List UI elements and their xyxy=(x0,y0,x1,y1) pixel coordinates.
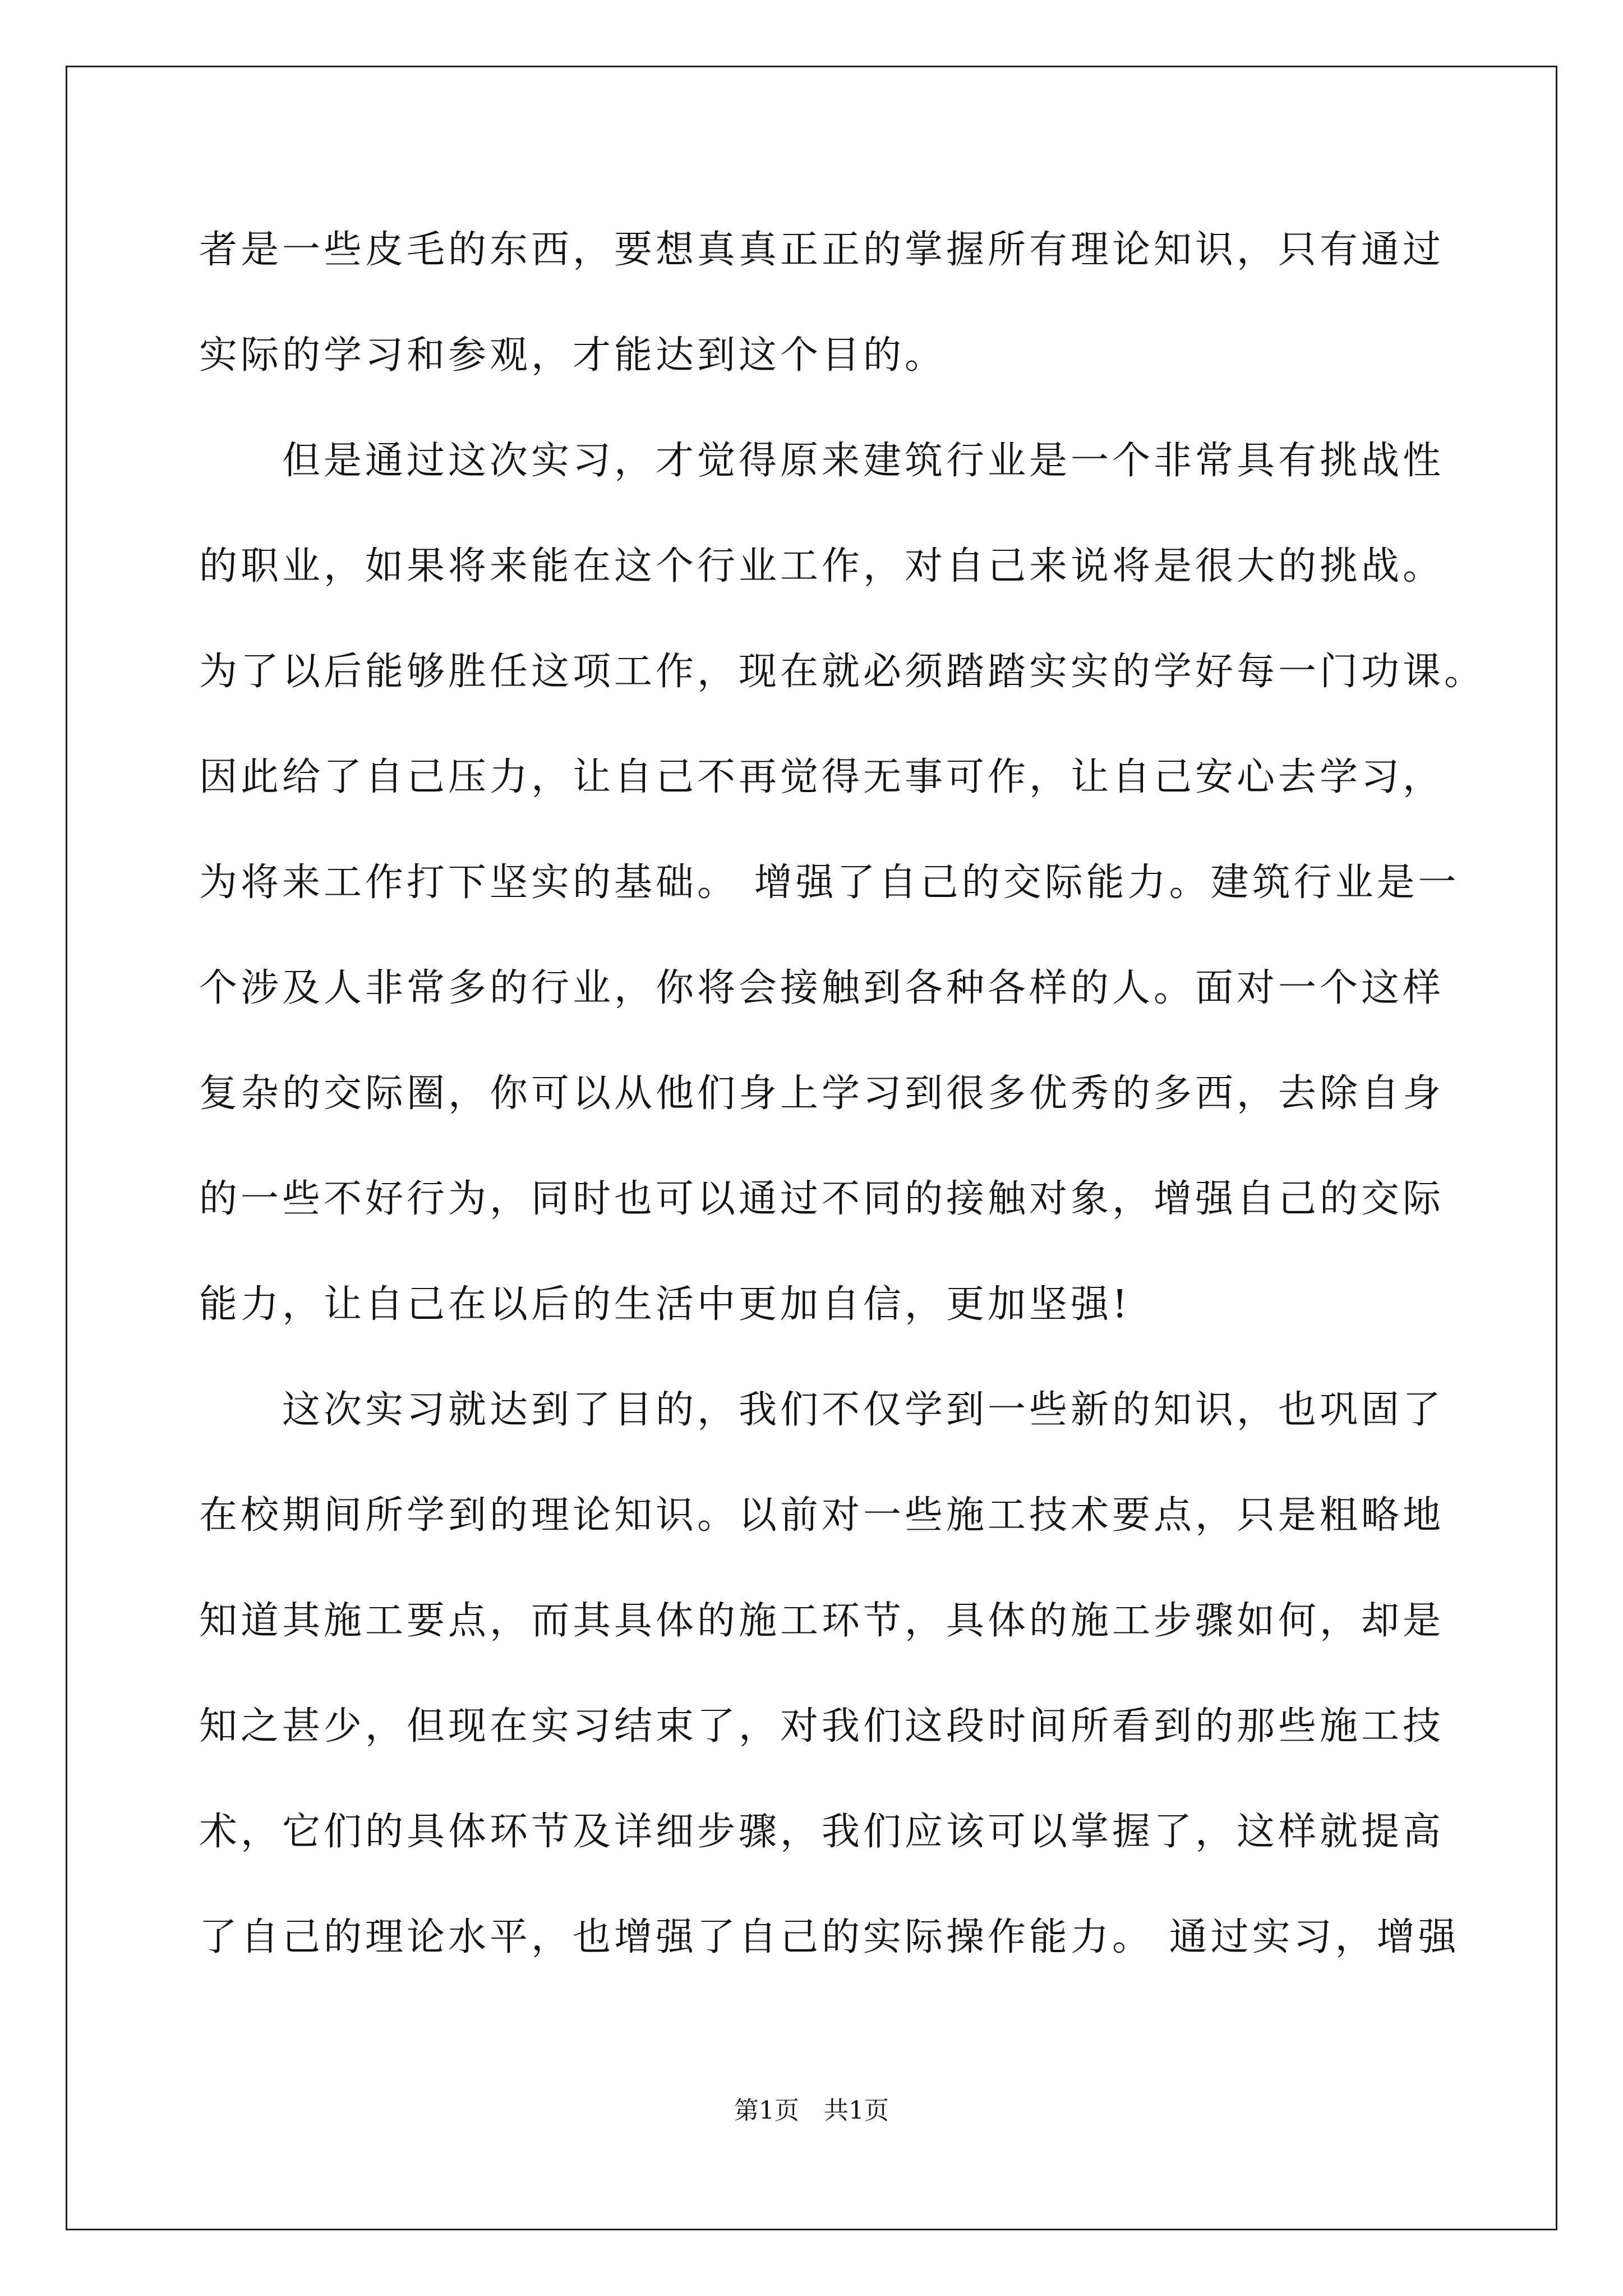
text-line: 术，它们的具体环节及详细步骤，我们应该可以掌握了，这样就提高 xyxy=(199,1810,1445,1854)
text-line: 为将来工作打下坚实的基础。 增强了自己的交际能力。建筑行业是一 xyxy=(199,861,1460,905)
body-text xyxy=(199,217,1486,2009)
text-line: 能力，让自己在以后的生活中更加自信，更加坚强! xyxy=(199,1282,1131,1327)
text-line: 实际的学习和参观，才能达到这个目的。 xyxy=(199,333,947,378)
text-line: 知之甚少，但现在实习结束了，对我们这段时间所看到的那些施工技 xyxy=(199,1704,1445,1749)
text-line: 但是通过这次实习，才觉得原来建筑行业是一个非常具有挑战性 xyxy=(199,439,1445,483)
text-line: 复杂的交际圈，你可以从他们身上学习到很多优秀的多西，去除自身 xyxy=(199,1071,1445,1116)
text-line: 知道其施工要点，而其具体的施工环节，具体的施工步骤如何，却是 xyxy=(199,1599,1445,1643)
text-line: 了自己的理论水平，也增强了自己的实际操作能力。 通过实习，增强 xyxy=(199,1915,1460,1959)
text-line: 为了以后能够胜任这项工作，现在就必须踏踏实实的学好每一门功课。 xyxy=(199,650,1486,694)
text-line: 因此给了自己压力，让自己不再觉得无事可作，让自己安心去学习， xyxy=(199,755,1445,799)
text-line: 个涉及人非常多的行业，你将会接触到各种各样的人。面对一个这样 xyxy=(199,966,1445,1010)
text-line: 的一些不好行为，同时也可以通过不同的接触对象，增强自己的交际 xyxy=(199,1177,1445,1221)
text-line: 者是一些皮毛的东西，要想真真正正的掌握所有理论知识，只有通过 xyxy=(199,228,1445,272)
page-number-footer: 第1页 共1页 xyxy=(734,2096,889,2125)
text-line: 在校期间所学到的理论知识。以前对一些施工技术要点，只是粗略地 xyxy=(199,1493,1445,1538)
text-line: 这次实习就达到了目的，我们不仅学到一些新的知识，也巩固了 xyxy=(199,1388,1445,1432)
text-line: 的职业，如果将来能在这个行业工作，对自己来说将是很大的挑战。 xyxy=(199,544,1445,588)
